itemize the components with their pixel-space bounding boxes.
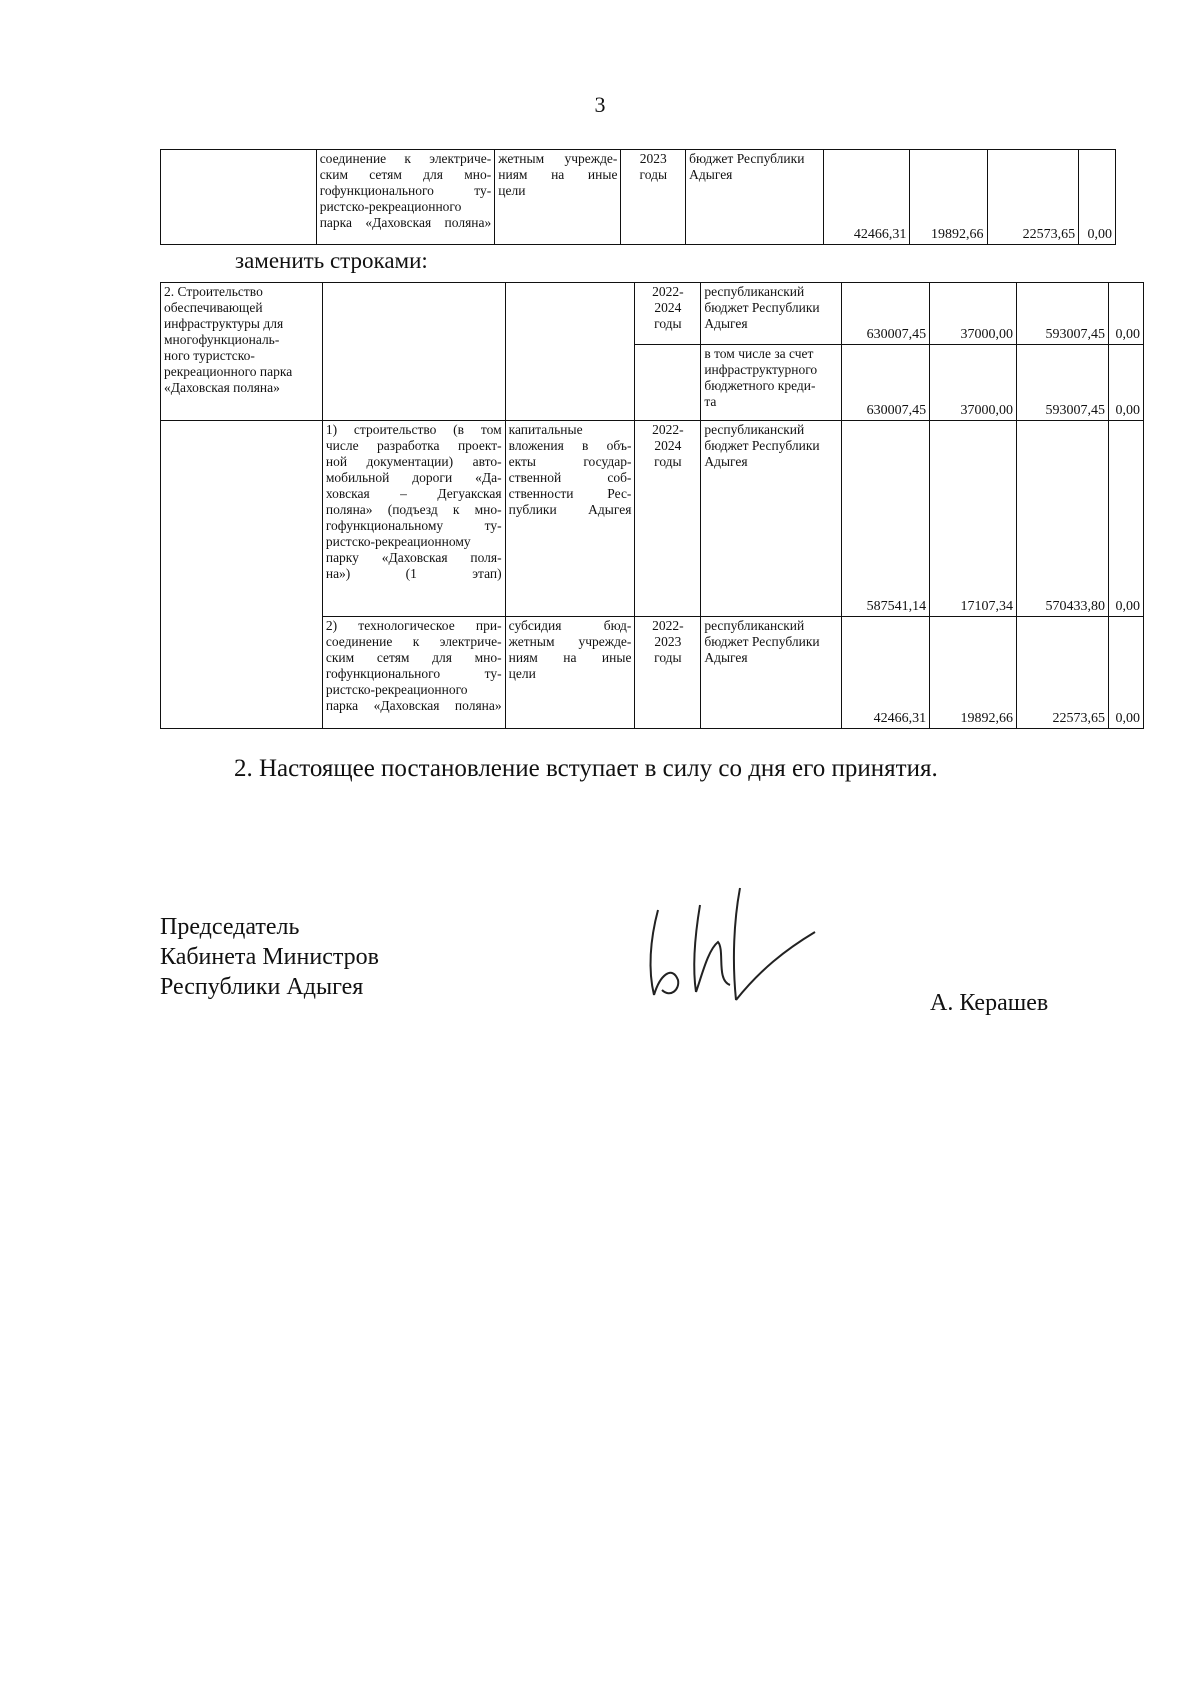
text-line: 2024 [654,438,682,453]
text-line: публики Адыгея [508,502,632,517]
text-line: рекреационного парка [164,364,293,379]
table-row [161,150,1116,245]
text-line: 2023 [639,151,667,166]
period-cell [635,283,701,345]
text-line: Председатель [160,914,300,940]
text-line: соединение к электриче- [325,634,502,649]
text-line: республиканский [704,284,805,299]
text-line: бюджет Республики [704,300,820,315]
value-2024: 0,00 [1108,345,1143,421]
text-line: 2022- [652,618,684,633]
value-2022: 19892,66 [930,617,1017,729]
text-line: ским сетям для мно- [319,167,492,182]
text-line: ного туристско- [164,348,255,363]
table-row [161,421,1144,617]
text-line: 2. Строительство [164,284,263,299]
text-line: обеспечивающей [164,300,263,315]
empty-cell [161,150,317,245]
activity-cell [322,617,505,729]
text-line: 2023 [654,634,682,649]
text-line: Адыгея [704,650,748,665]
text-line: республиканский [704,618,805,633]
text-line: годы [639,167,668,182]
value-2023: 22573,65 [1017,617,1109,729]
text-line: ной документации) авто- [325,454,502,469]
effective-date-paragraph: 2. Настоящее постановление вступает в силу со дня его принятия. [234,755,938,782]
signatory-title [160,912,379,1002]
empty-cell [161,421,323,729]
type-cell [505,421,635,617]
activity-cell [322,421,505,617]
handwritten-signature [640,880,820,1010]
signatory-name: А. Керашев [930,990,1049,1016]
source-cell [701,617,842,729]
value-2024: 0,00 [1108,617,1143,729]
empty-cell [635,345,701,421]
value-2022: 37000,00 [930,283,1017,345]
empty-cell [505,283,635,421]
text-line: ниям на иные [508,650,632,665]
text-line: ристско-рекреационному [325,534,471,549]
text-line: годы [654,454,682,469]
value-2024: 0,00 [1108,421,1143,617]
text-line: екты государ- [508,454,632,469]
text-line: мобильной дороги «Да- [325,470,502,485]
text-line: вложения в объ- [508,438,632,453]
value-2022: 19892,66 [910,150,987,245]
source-cell [701,283,842,345]
value-total: 42466,31 [842,617,930,729]
page-number: 3 [594,92,606,117]
value-2023: 593007,45 [1017,283,1109,345]
text-line: соединение к электриче- [319,151,492,166]
text-line: ристско-рекреационного [325,682,468,697]
text-line: 2022- [652,422,684,437]
text-line: бюджет Республики [689,151,805,166]
empty-cell [322,283,505,421]
text-line: годы [654,316,682,331]
table-row [161,283,1144,345]
text-line: инфраструктуры для [164,316,284,331]
period-cell [635,617,701,729]
period-cell [621,150,686,245]
text-line: бюджет Республики [704,634,820,649]
text-line: гофункционального ту- [325,666,502,681]
value-2022: 17107,34 [930,421,1017,617]
text-line: та [704,394,717,409]
replace-label: заменить строками: [235,248,428,273]
text-line: капитальные [508,422,583,437]
text-line: ственной соб- [508,470,632,485]
text-line: цели [508,666,536,681]
value-total: 630007,45 [842,345,930,421]
text-line: бюджет Республики [704,438,820,453]
type-cell [505,617,635,729]
text-line: в том числе за счет [704,346,814,361]
text-line: поляна» (подъезд к мно- [325,502,502,517]
value-total: 42466,31 [824,150,910,245]
text-line: гофункциональному ту- [325,518,502,533]
text-line: цели [498,183,526,198]
value-2024: 0,00 [1079,150,1116,245]
type-cell [495,150,621,245]
text-line: числе разработка проект- [325,438,502,453]
text-line: парку «Даховская поля- [325,550,502,565]
source-cell [686,150,824,245]
text-line: ховская – Дегуакская [325,486,502,501]
text-line: парка «Даховская поляна» [319,215,492,230]
text-line: 2) технологическое при- [325,618,502,633]
value-2023: 593007,45 [1017,345,1109,421]
text-line: Адыгея [704,454,748,469]
text-line: годы [654,650,682,665]
text-line: инфраструктурного [704,362,818,377]
text-line: ственности Рес- [508,486,632,501]
value-2023: 22573,65 [987,150,1079,245]
text-line: Адыгея [704,316,748,331]
text-line: Адыгея [689,167,733,182]
main-table [160,282,1144,729]
text-line: 2024 [654,300,682,315]
text-line: гофункционального ту- [319,183,492,198]
value-2024: 0,00 [1108,283,1143,345]
text-line: на») (1 этап) [325,566,502,581]
value-2022: 37000,00 [930,345,1017,421]
source-cell [701,421,842,617]
activity-cell [316,150,495,245]
top-table [160,149,1116,245]
text-line: ристско-рекреационного [319,199,462,214]
text-line: парка «Даховская поляна» [325,698,502,713]
source-cell [701,345,842,421]
period-cell [635,421,701,617]
text-line: многофункциональ- [164,332,280,347]
text-line: ским сетям для мно- [325,650,502,665]
text-line: 1) строительство (в том [325,422,502,437]
text-line: ниям на иные [498,167,618,182]
item-title-cell [161,283,323,421]
text-line: 2022- [652,284,684,299]
value-total: 630007,45 [842,283,930,345]
text-line: жетным учрежде- [508,634,632,649]
text-line: Кабинета Министров [160,944,379,970]
text-line: субсидия бюд- [508,618,632,633]
value-2023: 570433,80 [1017,421,1109,617]
text-line: жетным учрежде- [498,151,618,166]
text-line: Республики Адыгея [160,974,364,1000]
value-total: 587541,14 [842,421,930,617]
text-line: республиканский [704,422,805,437]
text-line: «Даховская поляна» [164,380,280,395]
text-line: бюджетного креди- [704,378,816,393]
